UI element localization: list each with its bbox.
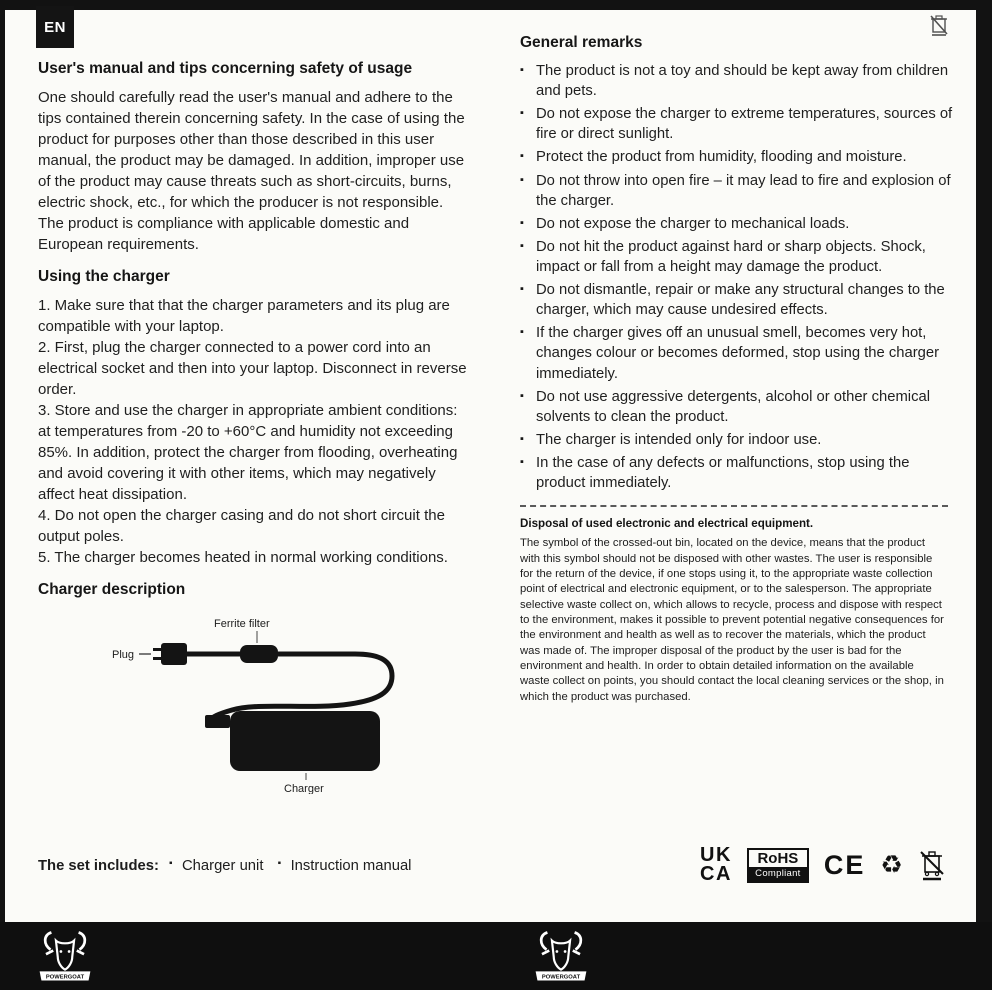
dc-connector-icon — [205, 715, 230, 728]
left-border-bar — [0, 0, 5, 990]
safety-paragraph: One should carefully read the user's manual and adhere to the tips contained therein concerning safety. In the case of using the product for purposes other than those described in this user manual, the product may be damaged. In addition, improper use of the product may cause threats such as short-circuits, burns, electric shock, etc., for which the producer is not responsible. The product is compliance with applicable domestic and European requirements. — [38, 89, 465, 253]
remark-item: ▪ The product is not a toy and should be kept away from children and pets. — [520, 61, 956, 101]
safety-heading: User's manual and tips concerning safety of usage — [38, 60, 413, 77]
step-2: 2. First, plug the charger connected to a power cord into an electrical socket and then into your laptop. Disconnect in reverse order. — [38, 339, 467, 398]
charger-description-heading: Charger description — [38, 581, 186, 598]
remark-item: ▪ Do not expose the charger to mechanical loads. — [520, 214, 956, 234]
remark-item: ▪ Do not dismantle, repair or make any structural changes to the charger, which may cause undesired effects. — [520, 280, 956, 320]
remark-item: ▪ Do not throw into open fire – it may lead to fire and explosion of the charger. — [520, 171, 956, 211]
rohs-title: RoHS — [757, 849, 799, 867]
top-border-bar — [0, 0, 992, 10]
remark-item: ▪ The charger is intended only for indoor use. — [520, 430, 956, 450]
remark-item: ▪ Protect the product from humidity, flooding and moisture. — [520, 147, 956, 167]
step-3: 3. Store and use the charger in appropriate ambient conditions: at temperatures from -20 to +60°C and humidity not exceeding 85%. In addition, protect the charger from flooding, overheating and avoid covering it with other items, which may negatively affect heat dissipation. — [38, 402, 458, 503]
disposal-paragraph: The symbol of the crossed-out bin, located on the device, means that the product with this symbol should not be disposed with other wastes. The user is responsible for the return of the device, if one stops using it, to the appropriate waste collection point of electrical and electronic equipment, or to the salesperson. The appropriate selective waste collect on, which allows to recycle, process and dispose with respect to the environment, makes it possible to prevent potential negative consequences for the environment and health as well as to recover the materials, which the product was made of. The improper disposal of the product by the user is bad for the environment and health. In order to obtain detailed information on the available waste collect on points, you should contact the local cleaning services or the shop, in which the product was purchased. — [520, 537, 944, 703]
cable-curve — [209, 654, 392, 721]
ferrite-filter-label: Ferrite filter — [214, 618, 270, 630]
charger-brick-icon — [230, 711, 380, 771]
recycle-icon: ♻ — [880, 850, 903, 879]
powergoat-logo — [36, 929, 94, 983]
ce-mark: CE — [823, 849, 866, 880]
plug-icon — [153, 643, 187, 665]
remark-item: ▪ Do not expose the charger to extreme temperatures, sources of fire or direct sunlight. — [520, 104, 956, 144]
language-badge: EN — [36, 6, 74, 48]
right-column — [520, 34, 956, 705]
ferrite-filter-icon — [240, 645, 278, 663]
set-includes-label: The set includes: — [38, 858, 159, 874]
ukca-line1: UK — [700, 844, 732, 866]
right-border-bar — [976, 0, 992, 990]
brand-text: POWERGOAT — [45, 974, 85, 981]
remark-item: ▪ Do not use aggressive detergents, alcohol or other chemical solvents to clean the product. — [520, 387, 956, 427]
rohs-subtitle: Compliant — [749, 867, 807, 881]
rohs-mark — [747, 848, 809, 883]
remark-item: ▪ In the case of any defects or malfunctions, stop using the product immediately. — [520, 453, 956, 493]
certification-marks-row — [700, 846, 946, 884]
step-4: 4. Do not open the charger casing and do not short circuit the output poles. — [38, 507, 445, 545]
ukca-mark — [700, 846, 732, 884]
footer-bar — [0, 922, 992, 990]
powergoat-logo — [532, 929, 590, 983]
charger-label: Charger — [284, 783, 324, 794]
brand-text: POWERGOAT — [541, 974, 581, 981]
disposal-heading: Disposal of used electronic and electrical equipment. — [520, 517, 814, 531]
remark-item: ▪ If the charger gives off an unusual smell, becomes very hot, changes colour or becomes deformed, stop using the charger immediately. — [520, 323, 956, 383]
set-item-instruction-manual: ▪ Instruction manual — [278, 858, 412, 874]
ukca-line2: CA — [700, 863, 732, 885]
step-1: 1. Make sure that that the charger parameters and its plug are compatible with your laptop. — [38, 297, 450, 335]
using-charger-heading: Using the charger — [38, 268, 170, 285]
step-5: 5. The charger becomes heated in normal working conditions. — [38, 549, 448, 566]
set-includes-row — [38, 858, 421, 874]
charger-diagram — [110, 614, 450, 794]
remark-item: ▪ Do not hit the product against hard or sharp objects. Shock, impact or fall from a height may damage the product. — [520, 237, 956, 277]
dashed-divider — [520, 505, 948, 507]
weee-crossed-bin-icon — [918, 848, 946, 882]
set-item-charger-unit: ▪ Charger unit — [169, 858, 263, 874]
general-remarks-list — [520, 61, 956, 493]
plug-label: Plug — [112, 649, 135, 661]
left-column — [38, 60, 470, 799]
general-remarks-heading: General remarks — [520, 34, 643, 51]
